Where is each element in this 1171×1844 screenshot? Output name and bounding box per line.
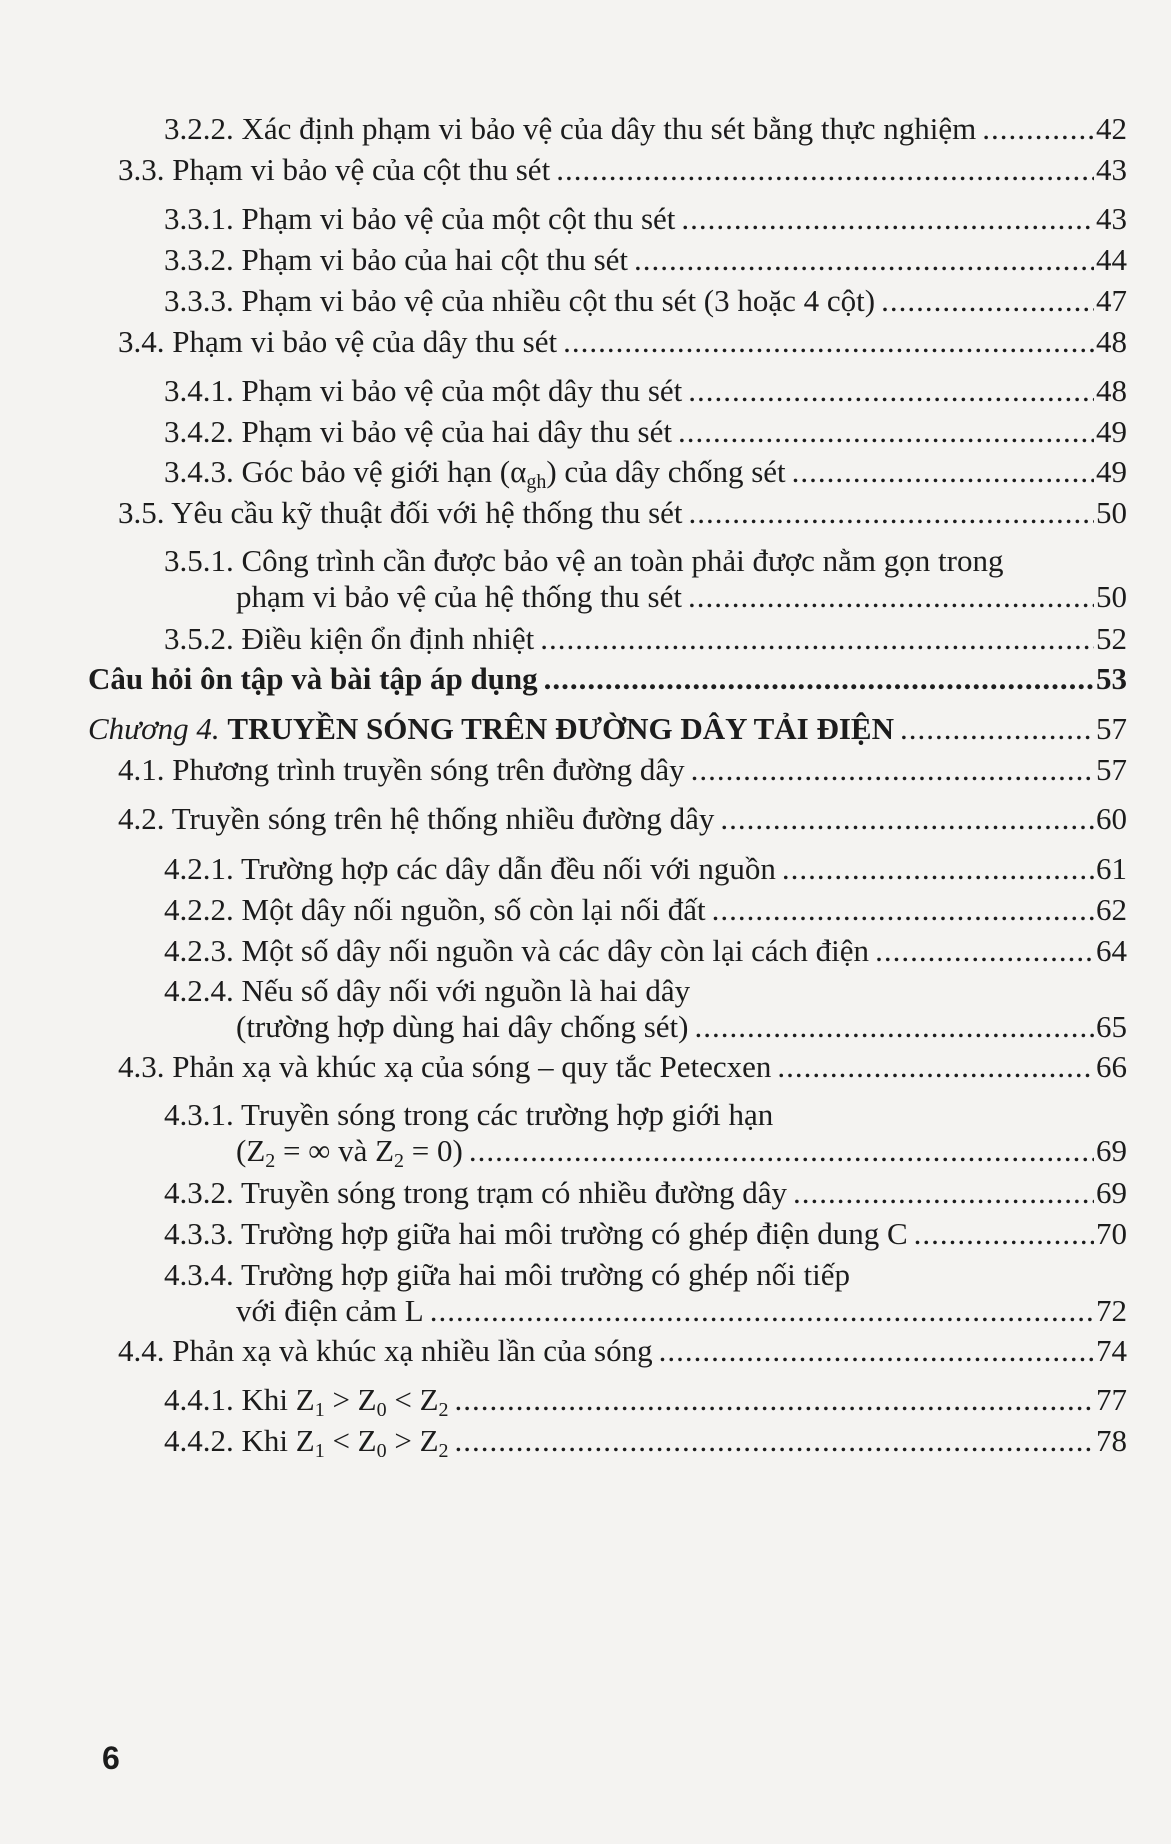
toc-entry-3-4-2 — [164, 413, 1127, 455]
formula-subscript: 2 — [438, 1399, 449, 1421]
toc-entry-3-4 — [118, 323, 1127, 365]
toc-leader-dots — [695, 1008, 1095, 1046]
toc-entry-page: 44 — [1096, 242, 1127, 277]
toc-entry-title: 3.4.2. Phạm vi bảo vệ của hai dây thu sét — [164, 414, 672, 449]
toc-entry-title: 3.3.1. Phạm vi bảo vệ của một cột thu sét — [164, 201, 676, 236]
toc-entry-4-2-2 — [164, 891, 1127, 933]
toc-entry-4-4 — [118, 1332, 1127, 1374]
toc-leader-dots — [712, 891, 1094, 929]
toc-entry-title: 4.3.3. Trường hợp giữa hai môi trường có ghép điện dung C — [164, 1216, 908, 1251]
toc-entry-4-4-1 — [164, 1381, 1127, 1423]
toc-leader-dots — [792, 453, 1094, 491]
formula-subscript: 2 — [394, 1150, 405, 1172]
toc-leader-dots — [634, 241, 1094, 279]
toc-entry-title: 3.4.1. Phạm vi bảo vệ của một dây thu sét — [164, 373, 683, 408]
formula-text: > Z — [386, 1423, 439, 1458]
toc-entry-title-pre: 3.4.3. Góc bảo vệ giới hạn (α — [164, 454, 527, 489]
toc-entry-page: 48 — [1096, 324, 1127, 359]
toc-entry-title: 3.4. Phạm vi bảo vệ của dây thu sét — [118, 324, 558, 359]
toc-entry-3-5-1-cont — [236, 578, 1127, 620]
toc-entry-3-3-2 — [164, 241, 1127, 283]
toc-entry-page: 49 — [1096, 454, 1127, 489]
toc-leader-dots — [544, 660, 1094, 698]
toc-entry-title: 4.3. Phản xạ và khúc xạ của sóng – quy tắc Petecxen — [118, 1049, 772, 1084]
toc-entry-title: 4.4. Phản xạ và khúc xạ nhiều lần của sóng — [118, 1333, 653, 1368]
toc-entry-3-4-3 — [164, 453, 1127, 495]
toc-leader-dots — [875, 932, 1094, 970]
toc-entry-review-questions — [88, 660, 1127, 702]
toc-entry-page: 57 — [1096, 752, 1127, 787]
toc-entry-page: 57 — [1096, 711, 1127, 746]
toc-leader-dots — [793, 1174, 1094, 1212]
toc-leader-dots — [914, 1215, 1094, 1253]
toc-entry-page: 52 — [1096, 621, 1127, 656]
formula-subscript: 1 — [314, 1399, 325, 1421]
alpha-subscript: gh — [526, 471, 547, 493]
toc-entry-title: 4.2.3. Một số dây nối nguồn và các dây còn lại cách điện — [164, 933, 870, 968]
toc-entry-page: 61 — [1096, 851, 1127, 886]
toc-leader-dots — [455, 1381, 1094, 1419]
toc-entry-page: 74 — [1096, 1333, 1127, 1368]
toc-leader-dots — [469, 1132, 1094, 1170]
toc-entry-title: 3.3.2. Phạm vi bảo của hai cột thu sét — [164, 242, 629, 277]
toc-entry-page: 62 — [1096, 892, 1127, 927]
toc-leader-dots — [688, 578, 1094, 616]
toc-entry-title — [164, 1422, 449, 1470]
toc-entry-page: 47 — [1096, 283, 1127, 318]
toc-entry-page: 65 — [1096, 1009, 1127, 1044]
toc-entry-3-5-2 — [164, 620, 1127, 662]
toc-entry-title: với điện cảm L — [236, 1293, 424, 1328]
toc-entry-title: 3.3.3. Phạm vi bảo vệ của nhiều cột thu sét (3 hoặc 4 cột) — [164, 283, 876, 318]
toc-entry-page: 70 — [1096, 1216, 1127, 1251]
toc-leader-dots — [688, 372, 1094, 410]
toc-entry-title: Câu hỏi ôn tập và bài tập áp dụng — [88, 661, 538, 696]
toc-leader-dots — [777, 1048, 1094, 1086]
formula-text: (Z — [236, 1133, 266, 1168]
toc-entry-3-3 — [118, 151, 1127, 193]
toc-entry-page: 43 — [1096, 201, 1127, 236]
toc-entry-title-post: ) của dây chống sét — [546, 454, 786, 489]
toc-entry-page: 50 — [1096, 579, 1127, 614]
toc-entry-4-3-4-cont — [236, 1292, 1127, 1334]
toc-entry-4-2-3 — [164, 932, 1127, 974]
formula-subscript: 2 — [438, 1440, 449, 1462]
toc-leader-dots — [563, 323, 1094, 361]
toc-leader-dots — [540, 620, 1094, 658]
toc-entry-3-2-2 — [164, 110, 1127, 152]
toc-entry-4-3-3 — [164, 1215, 1127, 1257]
toc-entry-title: 3.5.2. Điều kiện ổn định nhiệt — [164, 621, 535, 656]
toc-entry-page: 50 — [1096, 495, 1127, 530]
toc-entry-title: 4.1. Phương trình truyền sóng trên đường dây — [118, 752, 685, 787]
toc-leader-dots — [681, 200, 1094, 238]
toc-entry-title: 3.5. Yêu cầu kỹ thuật đối với hệ thống thu sét — [118, 495, 683, 530]
toc-entry-title: (trường hợp dùng hai dây chống sét) — [236, 1009, 689, 1044]
toc-leader-dots — [430, 1292, 1094, 1330]
toc-entry-page: 60 — [1096, 801, 1127, 836]
toc-entry-page: 48 — [1096, 373, 1127, 408]
toc-entry-page: 49 — [1096, 414, 1127, 449]
toc-entry-4-3-1-cont — [236, 1132, 1127, 1174]
formula-text: = ∞ và Z — [275, 1133, 395, 1168]
toc-leader-dots — [556, 151, 1094, 189]
toc-leader-dots — [689, 494, 1094, 532]
toc-entry-title: 4.2.2. Một dây nối nguồn, số còn lại nối đất — [164, 892, 706, 927]
chapter-title: TRUYỀN SÓNG TRÊN ĐƯỜNG DÂY TẢI ĐIỆN — [227, 711, 894, 746]
toc-entry-title-line1: 4.3.1. Truyền sóng trong các trường hợp giới hạn — [164, 1097, 774, 1132]
toc-entry-page: 66 — [1096, 1049, 1127, 1084]
toc-leader-dots — [982, 110, 1094, 148]
toc-leader-dots — [782, 850, 1094, 888]
formula-text: 4.4.2. Khi Z — [164, 1423, 315, 1458]
toc-entry-title: 4.2. Truyền sóng trên hệ thống nhiều đường dây — [118, 801, 715, 836]
toc-entry-page: 43 — [1096, 152, 1127, 187]
toc-entry-page: 69 — [1096, 1175, 1127, 1210]
formula-subscript: 1 — [314, 1440, 325, 1462]
toc-entry-3-5 — [118, 494, 1127, 536]
toc-entry-page: 78 — [1096, 1423, 1127, 1458]
formula-subscript: 0 — [376, 1440, 387, 1462]
toc-entry-title: 3.3. Phạm vi bảo vệ của cột thu sét — [118, 152, 551, 187]
toc-entry-title: 3.2.2. Xác định phạm vi bảo vệ của dây thu sét bằng thực nghiệm — [164, 111, 977, 146]
toc-entry-title-line1: 4.3.4. Trường hợp giữa hai môi trường có ghép nối tiếp — [164, 1257, 850, 1292]
toc-leader-dots — [455, 1422, 1094, 1460]
toc-entry-4-1 — [118, 751, 1127, 793]
toc-entry-title — [236, 1132, 463, 1180]
toc-entry-title-line1: 3.5.1. Công trình cần được bảo vệ an toàn phải được nằm gọn trong — [164, 543, 1004, 578]
toc-entry-title: 4.3.2. Truyền sóng trong trạm có nhiều đường dây — [164, 1175, 788, 1210]
toc-entry-4-2-4-cont — [236, 1008, 1127, 1050]
toc-entry-page: 64 — [1096, 933, 1127, 968]
toc-entry-page: 77 — [1096, 1382, 1127, 1417]
toc-entry-3-3-1 — [164, 200, 1127, 242]
toc-entry-4-3 — [118, 1048, 1127, 1090]
formula-subscript: 2 — [265, 1150, 276, 1172]
formula-text: 4.4.1. Khi Z — [164, 1382, 315, 1417]
toc-entry-4-2 — [118, 800, 1127, 842]
toc-entry-page: 72 — [1096, 1293, 1127, 1328]
toc-leader-dots — [900, 710, 1094, 748]
formula-text: < Z — [386, 1382, 439, 1417]
toc-entry-3-4-1 — [164, 372, 1127, 414]
toc-entry-title-line1: 4.2.4. Nếu số dây nối với nguồn là hai dây — [164, 973, 691, 1008]
toc-entry-page: 42 — [1096, 111, 1127, 146]
toc-entry-4-4-2 — [164, 1422, 1127, 1464]
toc-entry-page: 69 — [1096, 1133, 1127, 1168]
toc-entry-4-2-1 — [164, 850, 1127, 892]
formula-subscript: 0 — [376, 1399, 387, 1421]
chapter-label: Chương 4. — [88, 711, 220, 746]
toc-entry-title: 4.2.1. Trường hợp các dây dẫn đều nối với nguồn — [164, 851, 776, 886]
page-number: 6 — [102, 1740, 120, 1776]
toc-leader-dots — [678, 413, 1094, 451]
toc-leader-dots — [720, 800, 1094, 838]
formula-text: < Z — [324, 1423, 377, 1458]
toc-entry-3-3-3 — [164, 282, 1127, 324]
toc-entry-4-3-2 — [164, 1174, 1127, 1216]
toc-leader-dots — [881, 282, 1094, 320]
formula-text: = 0) — [404, 1133, 463, 1168]
toc-entry-chapter-4 — [88, 710, 1127, 752]
toc-entry-title: phạm vi bảo vệ của hệ thống thu sét — [236, 579, 682, 614]
toc-entry-page: 53 — [1096, 661, 1127, 696]
toc-leader-dots — [691, 751, 1094, 789]
toc-entry-title — [88, 710, 894, 748]
toc-leader-dots — [659, 1332, 1094, 1370]
formula-text: > Z — [324, 1382, 377, 1417]
